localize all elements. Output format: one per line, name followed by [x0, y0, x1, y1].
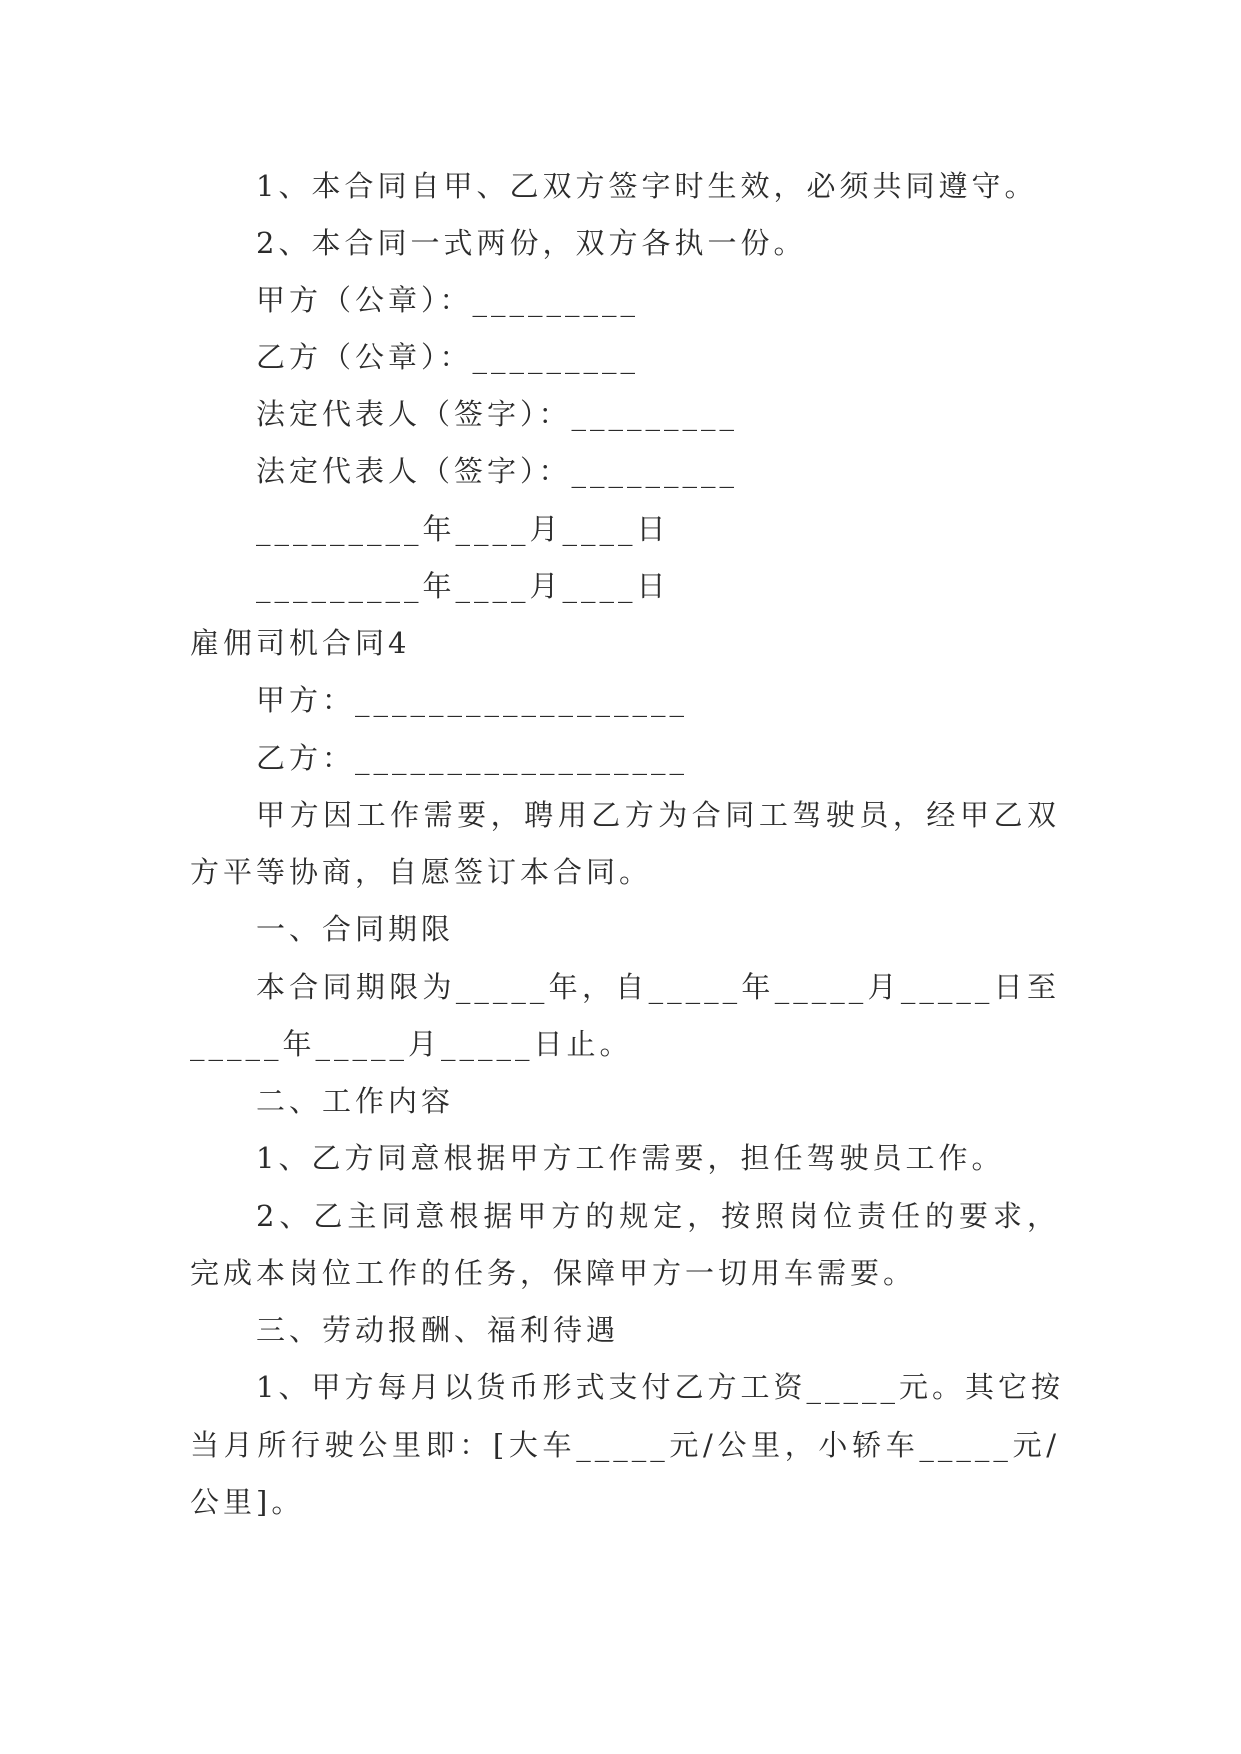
legal-rep-signature-line-1: 法定代表人（签字）：_________ [256, 397, 739, 431]
party-b-line: 乙方：__________________ [256, 741, 689, 775]
pay-clause-1-line-2: 当月所行驶公里即：[大车_____元/公里，小轿车_____元/ [190, 1428, 1060, 1462]
section-heading-work: 二、工作内容 [256, 1084, 455, 1118]
work-clause-2-line-1: 2、乙主同意根据甲方的规定，按照岗位责任的要求， [256, 1199, 1060, 1233]
party-b-seal-line: 乙方（公章）：_________ [256, 340, 640, 374]
date-line-1: _________年____月____日 [256, 512, 670, 546]
pay-clause-1-line-3: 公里]。 [190, 1485, 305, 1519]
section-heading-pay: 三、劳动报酬、福利待遇 [256, 1313, 620, 1347]
intro-paragraph-line-1: 甲方因工作需要，聘用乙方为合同工驾驶员，经甲乙双 [256, 798, 1060, 832]
date-line-2: _________年____月____日 [256, 569, 670, 603]
contract-title: 雇佣司机合同4 [190, 626, 411, 660]
work-clause-2-line-2: 完成本岗位工作的任务，保障甲方一切用车需要。 [190, 1256, 917, 1290]
term-paragraph-line-2: _____年_____月_____日止。 [190, 1027, 633, 1061]
legal-rep-signature-line-2: 法定代表人（签字）：_________ [256, 454, 739, 488]
clause-effective: 1、本合同自甲、乙双方签字时生效，必须共同遵守。 [256, 169, 1038, 203]
work-clause-1: 1、乙方同意根据甲方工作需要，担任驾驶员工作。 [256, 1141, 1005, 1175]
party-a-line: 甲方：__________________ [256, 683, 689, 717]
pay-clause-1-line-1: 1、甲方每月以货币形式支付乙方工资_____元。其它按 [256, 1370, 1064, 1404]
section-heading-term: 一、合同期限 [256, 912, 455, 946]
party-a-seal-line: 甲方（公章）：_________ [256, 283, 640, 317]
intro-paragraph-line-2: 方平等协商，自愿签订本合同。 [190, 855, 653, 889]
term-paragraph-line-1: 本合同期限为_____年，自_____年_____月_____日至 [256, 970, 1060, 1004]
clause-copies: 2、本合同一式两份，双方各执一份。 [256, 226, 807, 260]
